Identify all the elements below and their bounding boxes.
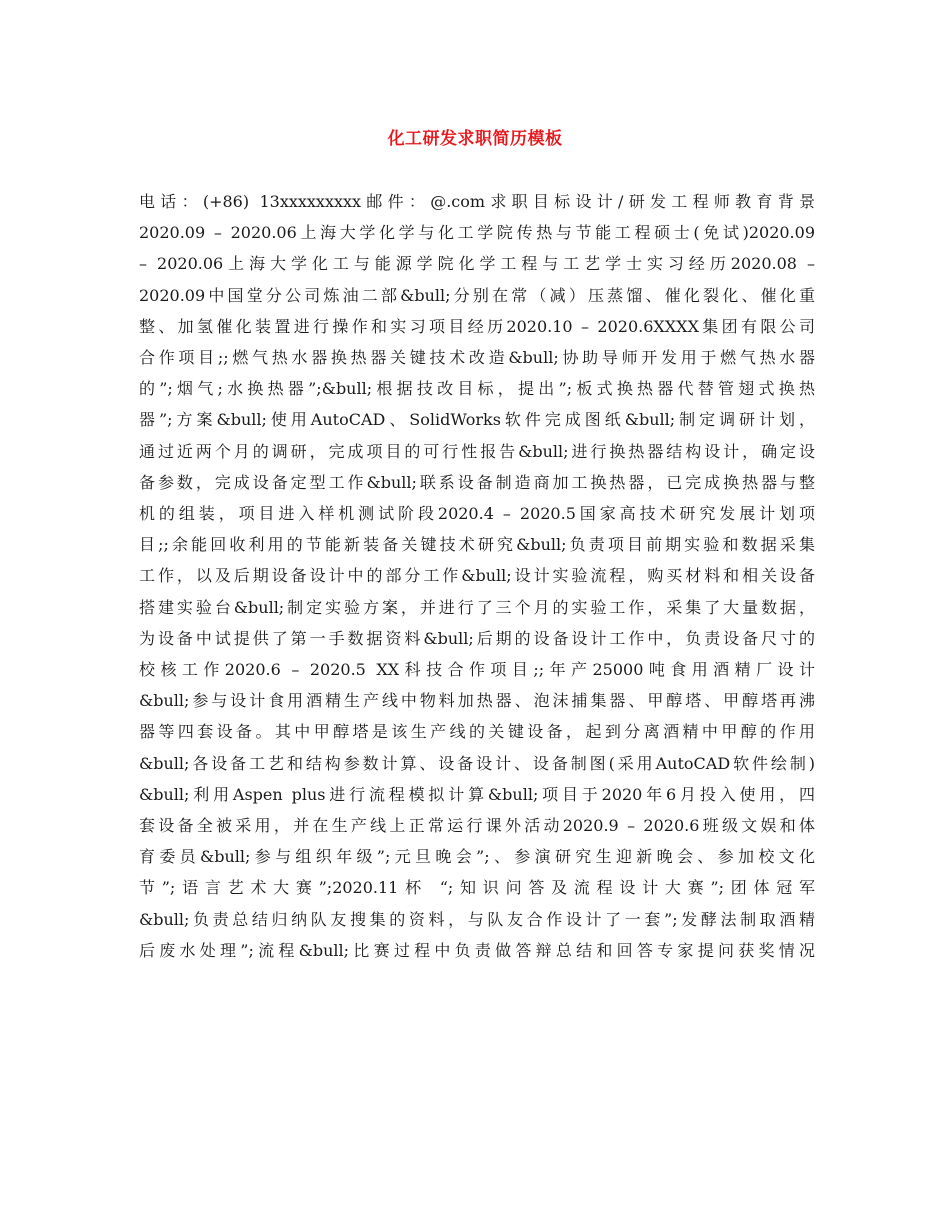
body-line: 校核工作2020.6 – 2020.5 XX科技合作项目;;年产25000吨食用酒精厂设计 — [139, 660, 815, 680]
body-line: 2020.09中国堂分公司炼油二部&bull;分别在常（减）压蒸馏、催化裂化、催化重 — [139, 285, 815, 305]
body-line: 工作，以及后期设备设计中的部分工作&bull;设计实验流程，购买材料和相关设备 — [139, 566, 815, 586]
body-line: 合作项目;;燃气热水器换热器关键技术改造&bull;协助导师开发用于燃气热水器 — [139, 348, 815, 368]
body-line: 电话：(+86) 13xxxxxxxxx邮件：@.com求职目标设计/研发工程师教育背景 — [139, 192, 815, 211]
body-line: 器等四套设备。其中甲醇塔是该生产线的关键设备，起到分离酒精中甲醇的作用 — [139, 722, 815, 742]
body-line: 套设备全被采用，并在生产线上正常运行课外活动2020.9 – 2020.6班级文娱和体 — [139, 816, 815, 836]
body-line: 育委员&bull;参与组织年级”;元旦晚会”;、参演研究生迎新晚会、参加校文化 — [139, 847, 815, 867]
body-line: 整、加氢催化装置进行操作和实习项目经历2020.10 – 2020.6XXXX集团有限公司 — [139, 316, 815, 336]
body-line: 为设备中试提供了第一手数据资料&bull;后期的设备设计工作中，负责设备尺寸的 — [139, 628, 815, 648]
body-line: 节”;语言艺术大赛”;2020.11杯 “;知识问答及流程设计大赛”;团体冠军 — [139, 878, 815, 898]
document-body — [139, 186, 815, 966]
body-line: 备参数，完成设备定型工作&bull;联系设备制造商加工换热器，已完成换热器与整 — [139, 472, 815, 492]
body-line: &bull;各设备工艺和结构参数计算、设备设计、设备制图(采用AutoCAD软件绘制) — [139, 753, 815, 773]
body-line: 目;;余能回收利用的节能新装备关键技术研究&bull;负责项目前期实验和数据采集 — [139, 535, 815, 555]
body-line: 通过近两个月的调研，完成项目的可行性报告&bull;进行换热器结构设计，确定设 — [139, 441, 815, 461]
body-line: 器”;方案&bull;使用AutoCAD、SolidWorks软件完成图纸&bull;制定调研计划， — [139, 410, 815, 430]
body-line: 2020.09 – 2020.06上海大学化学与化工学院传热与节能工程硕士(免试)2020.09 — [139, 223, 815, 243]
body-line: 后废水处理”;流程&bull;比赛过程中负责做答辩总结和回答专家提问获奖情况 — [139, 940, 815, 960]
body-line: 搭建实验台&bull;制定实验方案，并进行了三个月的实验工作，采集了大量数据， — [139, 597, 815, 617]
document-title: 化工研发求职简历模板 — [387, 129, 563, 149]
body-line: &bull;负责总结归纳队友搜集的资料，与队友合作设计了一套”;发酵法制取酒精 — [139, 909, 815, 929]
body-line: – 2020.06上海大学化工与能源学院化学工程与工艺学士实习经历2020.08 – — [139, 254, 815, 274]
body-line: 机的组装，项目进入样机测试阶段2020.4 – 2020.5国家高技术研究发展计划项 — [139, 504, 815, 524]
body-line: &bull;利用Aspen plus进行流程模拟计算&bull;项目于2020年6月投入使用，四 — [139, 784, 815, 804]
body-line: &bull;参与设计食用酒精生产线中物料加热器、泡沫捕集器、甲醇塔、甲醇塔再沸 — [139, 691, 815, 711]
body-line: 的”;烟气;水换热器”;&bull;根据技改目标，提出”;板式换热器代替管翅式换热 — [139, 379, 815, 399]
